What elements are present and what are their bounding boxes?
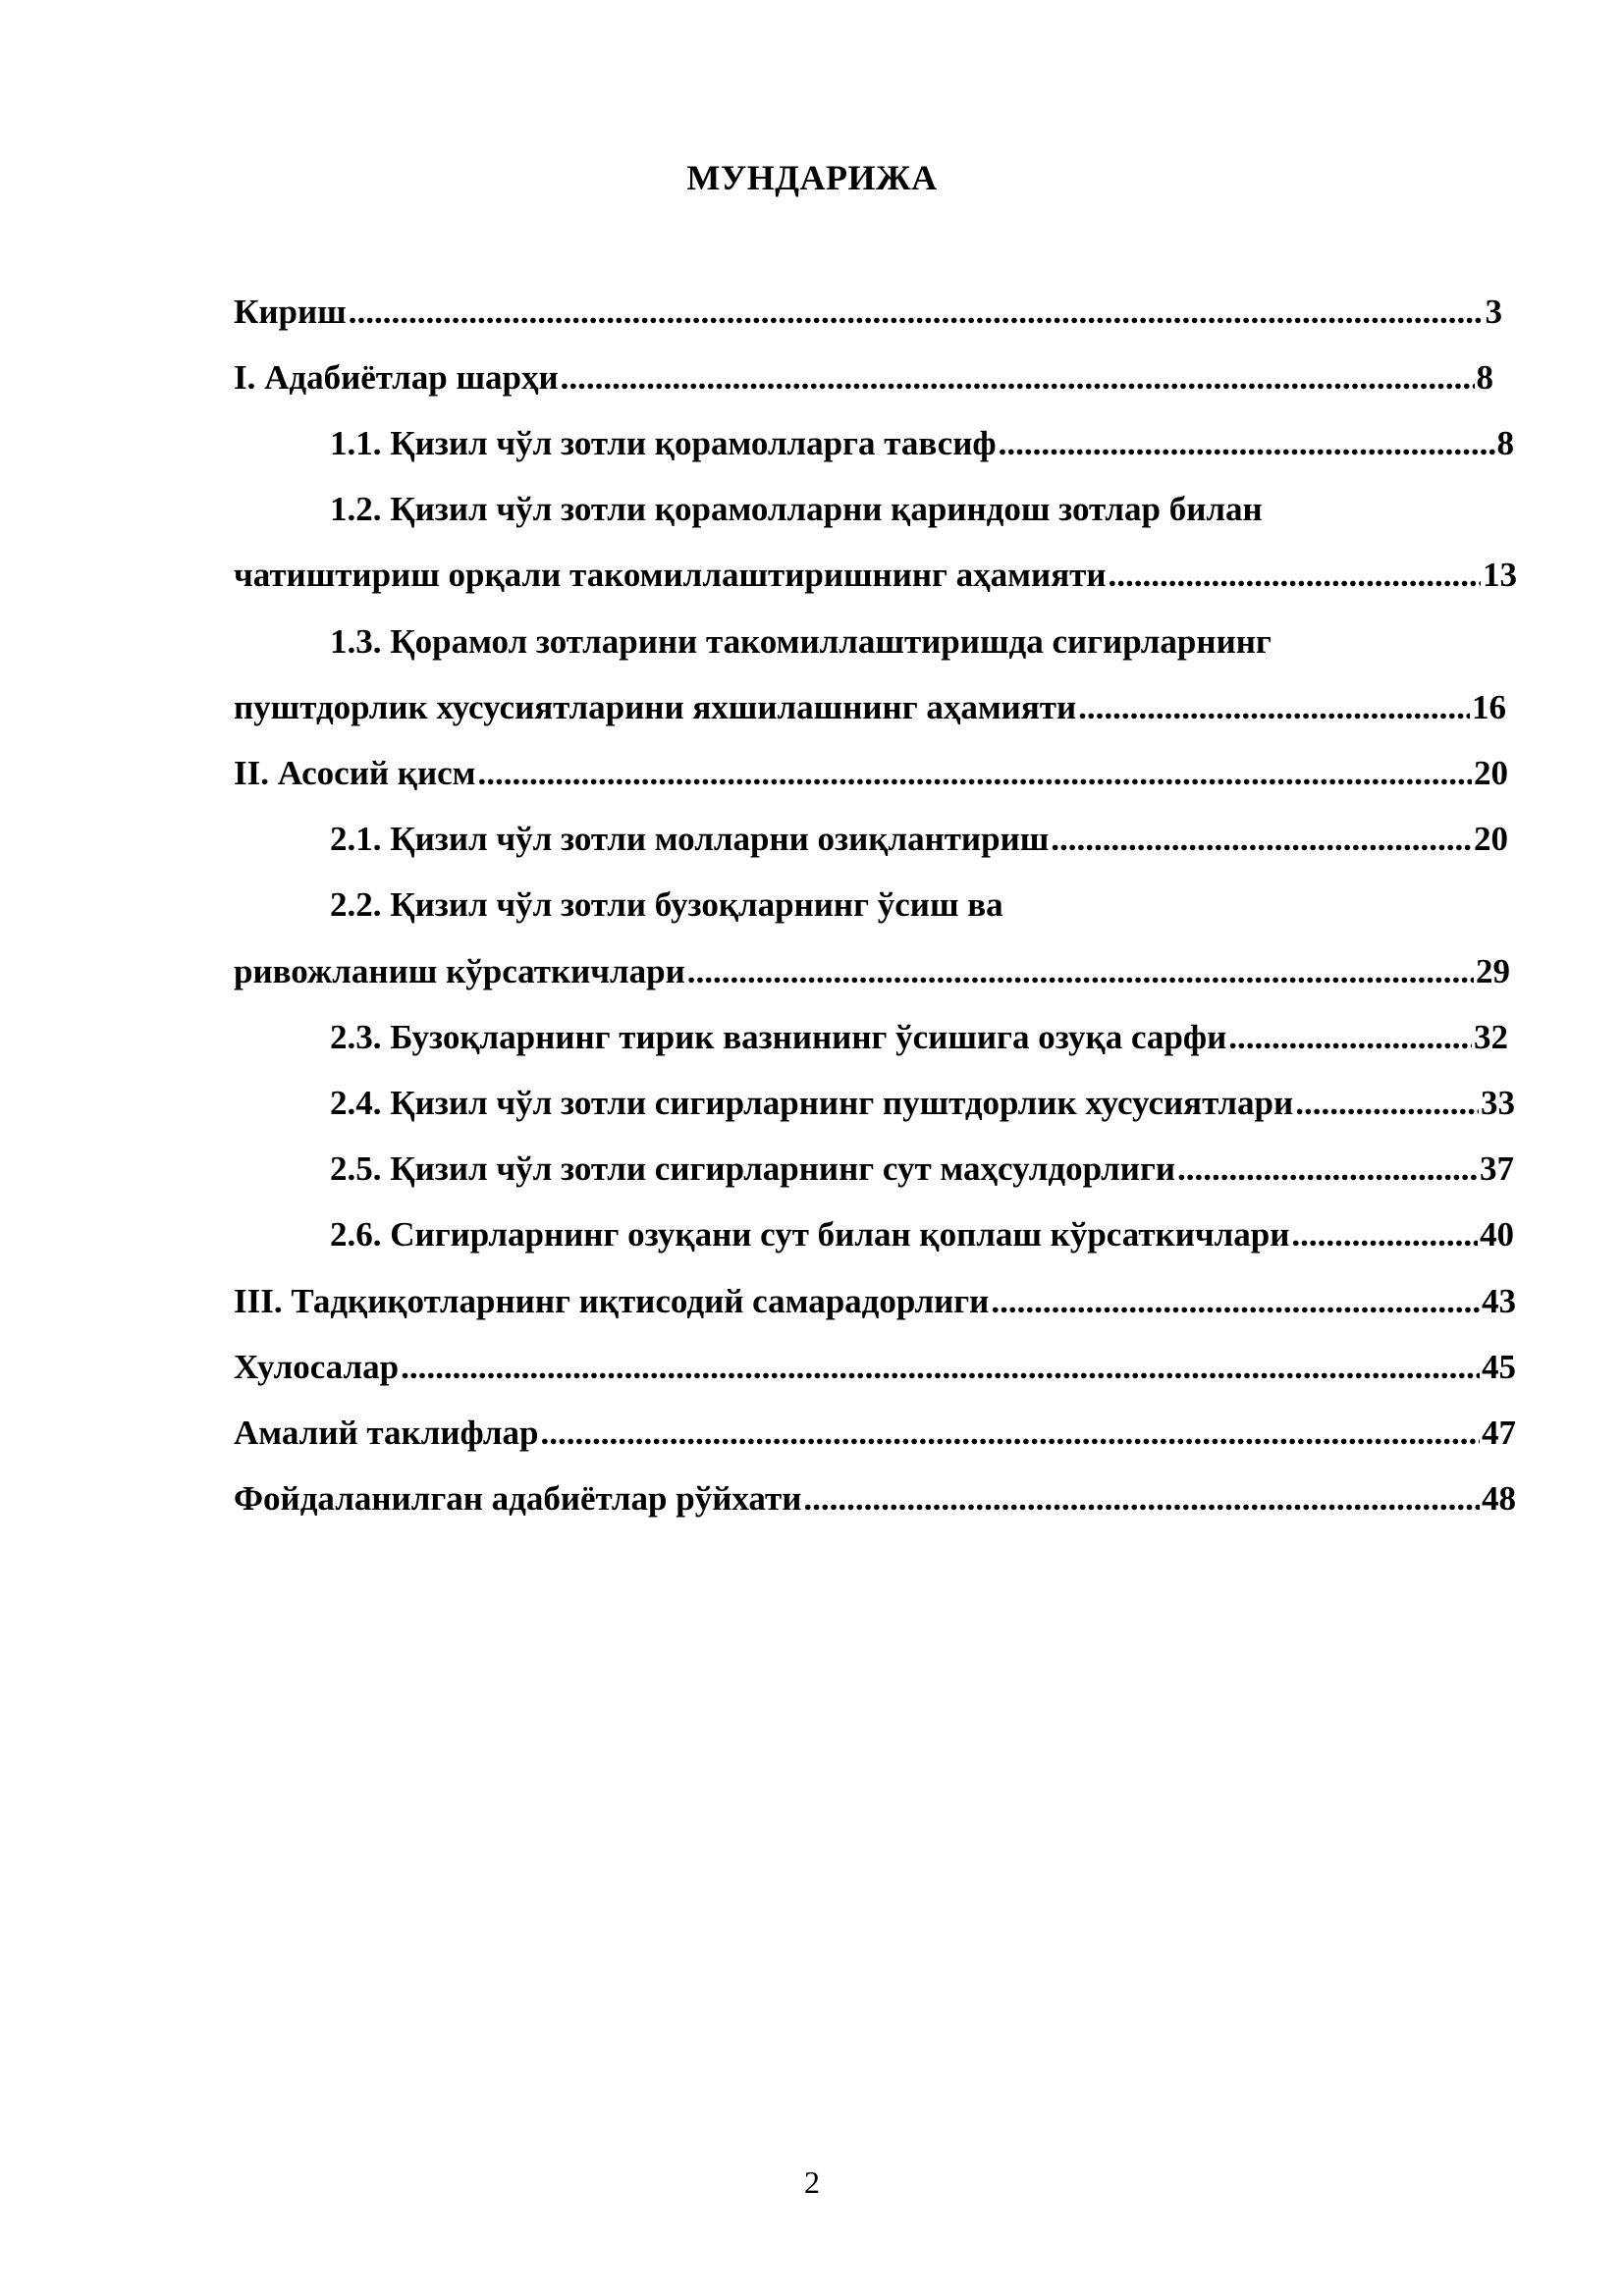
toc-entry-page: 43	[1482, 1282, 1516, 1320]
dot-leader	[349, 291, 1484, 334]
toc-entry-label: Кириш	[234, 293, 347, 331]
dot-leader	[1291, 1213, 1478, 1256]
toc-entry-chapter-2[interactable]	[234, 752, 1508, 795]
page-title: МУНДАРИЖА	[686, 158, 938, 197]
toc-entry-recommendations[interactable]	[234, 1412, 1516, 1455]
toc-entry-page: 32	[1474, 1018, 1508, 1056]
toc-entry-page: 40	[1480, 1215, 1514, 1254]
toc-entry-chapter-1[interactable]	[234, 356, 1493, 400]
toc-entry-label: I. Адабиётлар шарҳи	[234, 358, 559, 397]
dot-leader	[1078, 686, 1470, 729]
toc-entry-page: 16	[1472, 688, 1506, 726]
toc-entry-conclusions[interactable]	[234, 1346, 1516, 1389]
dot-leader	[991, 1280, 1480, 1323]
toc-entry-label: чатиштириш орқали такомиллаштиришнинг аҳамияти	[234, 556, 1107, 594]
toc-entry-references[interactable]	[234, 1477, 1516, 1521]
toc-entry-label: 2.3. Бузоқларнинг тирик вазнининг ўсишига озуқа сарфи	[330, 1018, 1227, 1056]
page-number: 2	[804, 2164, 820, 2200]
toc-entry-label: 2.5. Қизил чўл зотли сигирларнинг сут маҳсулдорлиги	[330, 1149, 1176, 1188]
toc-entry-intro[interactable]	[234, 291, 1502, 334]
toc-entry-label: 1.3. Қорамол зотларини такомиллаштиришда сигирларнинг	[330, 622, 1272, 661]
toc-entry-label: III. Тадқиқотларнинг иқтисодий самарадорлиги	[234, 1282, 990, 1320]
toc-entry-page: 20	[1474, 820, 1508, 858]
dot-leader	[1295, 1082, 1479, 1125]
toc-entry-label: Хулосалар	[234, 1348, 400, 1386]
toc-entry-label: II. Асосий қисм	[234, 754, 476, 792]
toc-entry-page: 37	[1480, 1149, 1514, 1188]
toc-entry-page: 29	[1476, 952, 1510, 990]
toc-entry-page: 8	[1496, 424, 1514, 462]
toc-entry-page: 47	[1482, 1414, 1516, 1452]
dot-leader	[478, 752, 1472, 795]
toc-entry-label: Фойдаланилган адабиётлар рўйхати	[234, 1479, 802, 1518]
toc-entry-page: 3	[1485, 293, 1502, 331]
toc-entry-1-3-continued[interactable]	[234, 686, 1506, 729]
toc-entry-1-3[interactable]	[330, 620, 1272, 664]
toc-entry-page: 48	[1482, 1479, 1516, 1518]
toc-entry-page: 45	[1482, 1348, 1516, 1386]
toc-entry-label: 1.1. Қизил чўл зотли қорамолларга тавсиф	[330, 424, 997, 462]
toc-entry-page: 13	[1483, 556, 1517, 594]
toc-entry-label: Амалий таклифлар	[234, 1414, 539, 1452]
toc-entry-2-3[interactable]	[330, 1016, 1508, 1059]
toc-entry-1-2[interactable]	[330, 488, 1263, 531]
dot-leader	[1177, 1148, 1478, 1191]
toc-entry-2-6[interactable]	[330, 1213, 1514, 1256]
toc-entry-chapter-3[interactable]	[234, 1280, 1516, 1323]
toc-entry-1-1[interactable]	[330, 422, 1514, 465]
toc-entry-label: 2.6. Сигирларнинг озуқани сут билан қоплаш кўрсаткичлари	[330, 1215, 1290, 1254]
toc-entry-1-2-continued[interactable]	[234, 554, 1517, 597]
toc-entry-page: 8	[1476, 358, 1493, 397]
toc-entry-2-2-continued[interactable]	[234, 950, 1510, 993]
toc-entry-2-1[interactable]	[330, 818, 1508, 861]
toc-entry-page: 33	[1481, 1084, 1515, 1122]
toc-entry-label: 2.4. Қизил чўл зотли сигирларнинг пуштдорлик хусусиятлари	[330, 1084, 1294, 1122]
toc-entry-label: пуштдорлик хусусиятларини яхшилашнинг аҳамияти	[234, 688, 1077, 726]
dot-leader	[1228, 1016, 1472, 1059]
toc-entry-page: 20	[1474, 754, 1508, 792]
toc-entry-label: 1.2. Қизил чўл зотли қорамолларни қариндош зотлар билан	[330, 490, 1263, 528]
dot-leader	[540, 1412, 1480, 1455]
toc-entry-2-5[interactable]	[330, 1148, 1514, 1191]
dot-leader	[1051, 818, 1472, 861]
dot-leader	[561, 356, 1475, 400]
toc-entry-2-2[interactable]	[330, 883, 1003, 927]
toc-entry-label: 2.2. Қизил чўл зотли бузоқларнинг ўсиш ва	[330, 885, 1003, 924]
toc-entry-label: ривожланиш кўрсаткичлари	[234, 952, 685, 990]
dot-leader	[999, 422, 1495, 465]
dot-leader	[803, 1477, 1480, 1521]
toc-entry-label: 2.1. Қизил чўл зотли молларни озиқлантириш	[330, 820, 1050, 858]
toc-entry-2-4[interactable]	[330, 1082, 1515, 1125]
dot-leader	[1108, 554, 1481, 597]
dot-leader	[401, 1346, 1480, 1389]
dot-leader	[687, 950, 1474, 993]
